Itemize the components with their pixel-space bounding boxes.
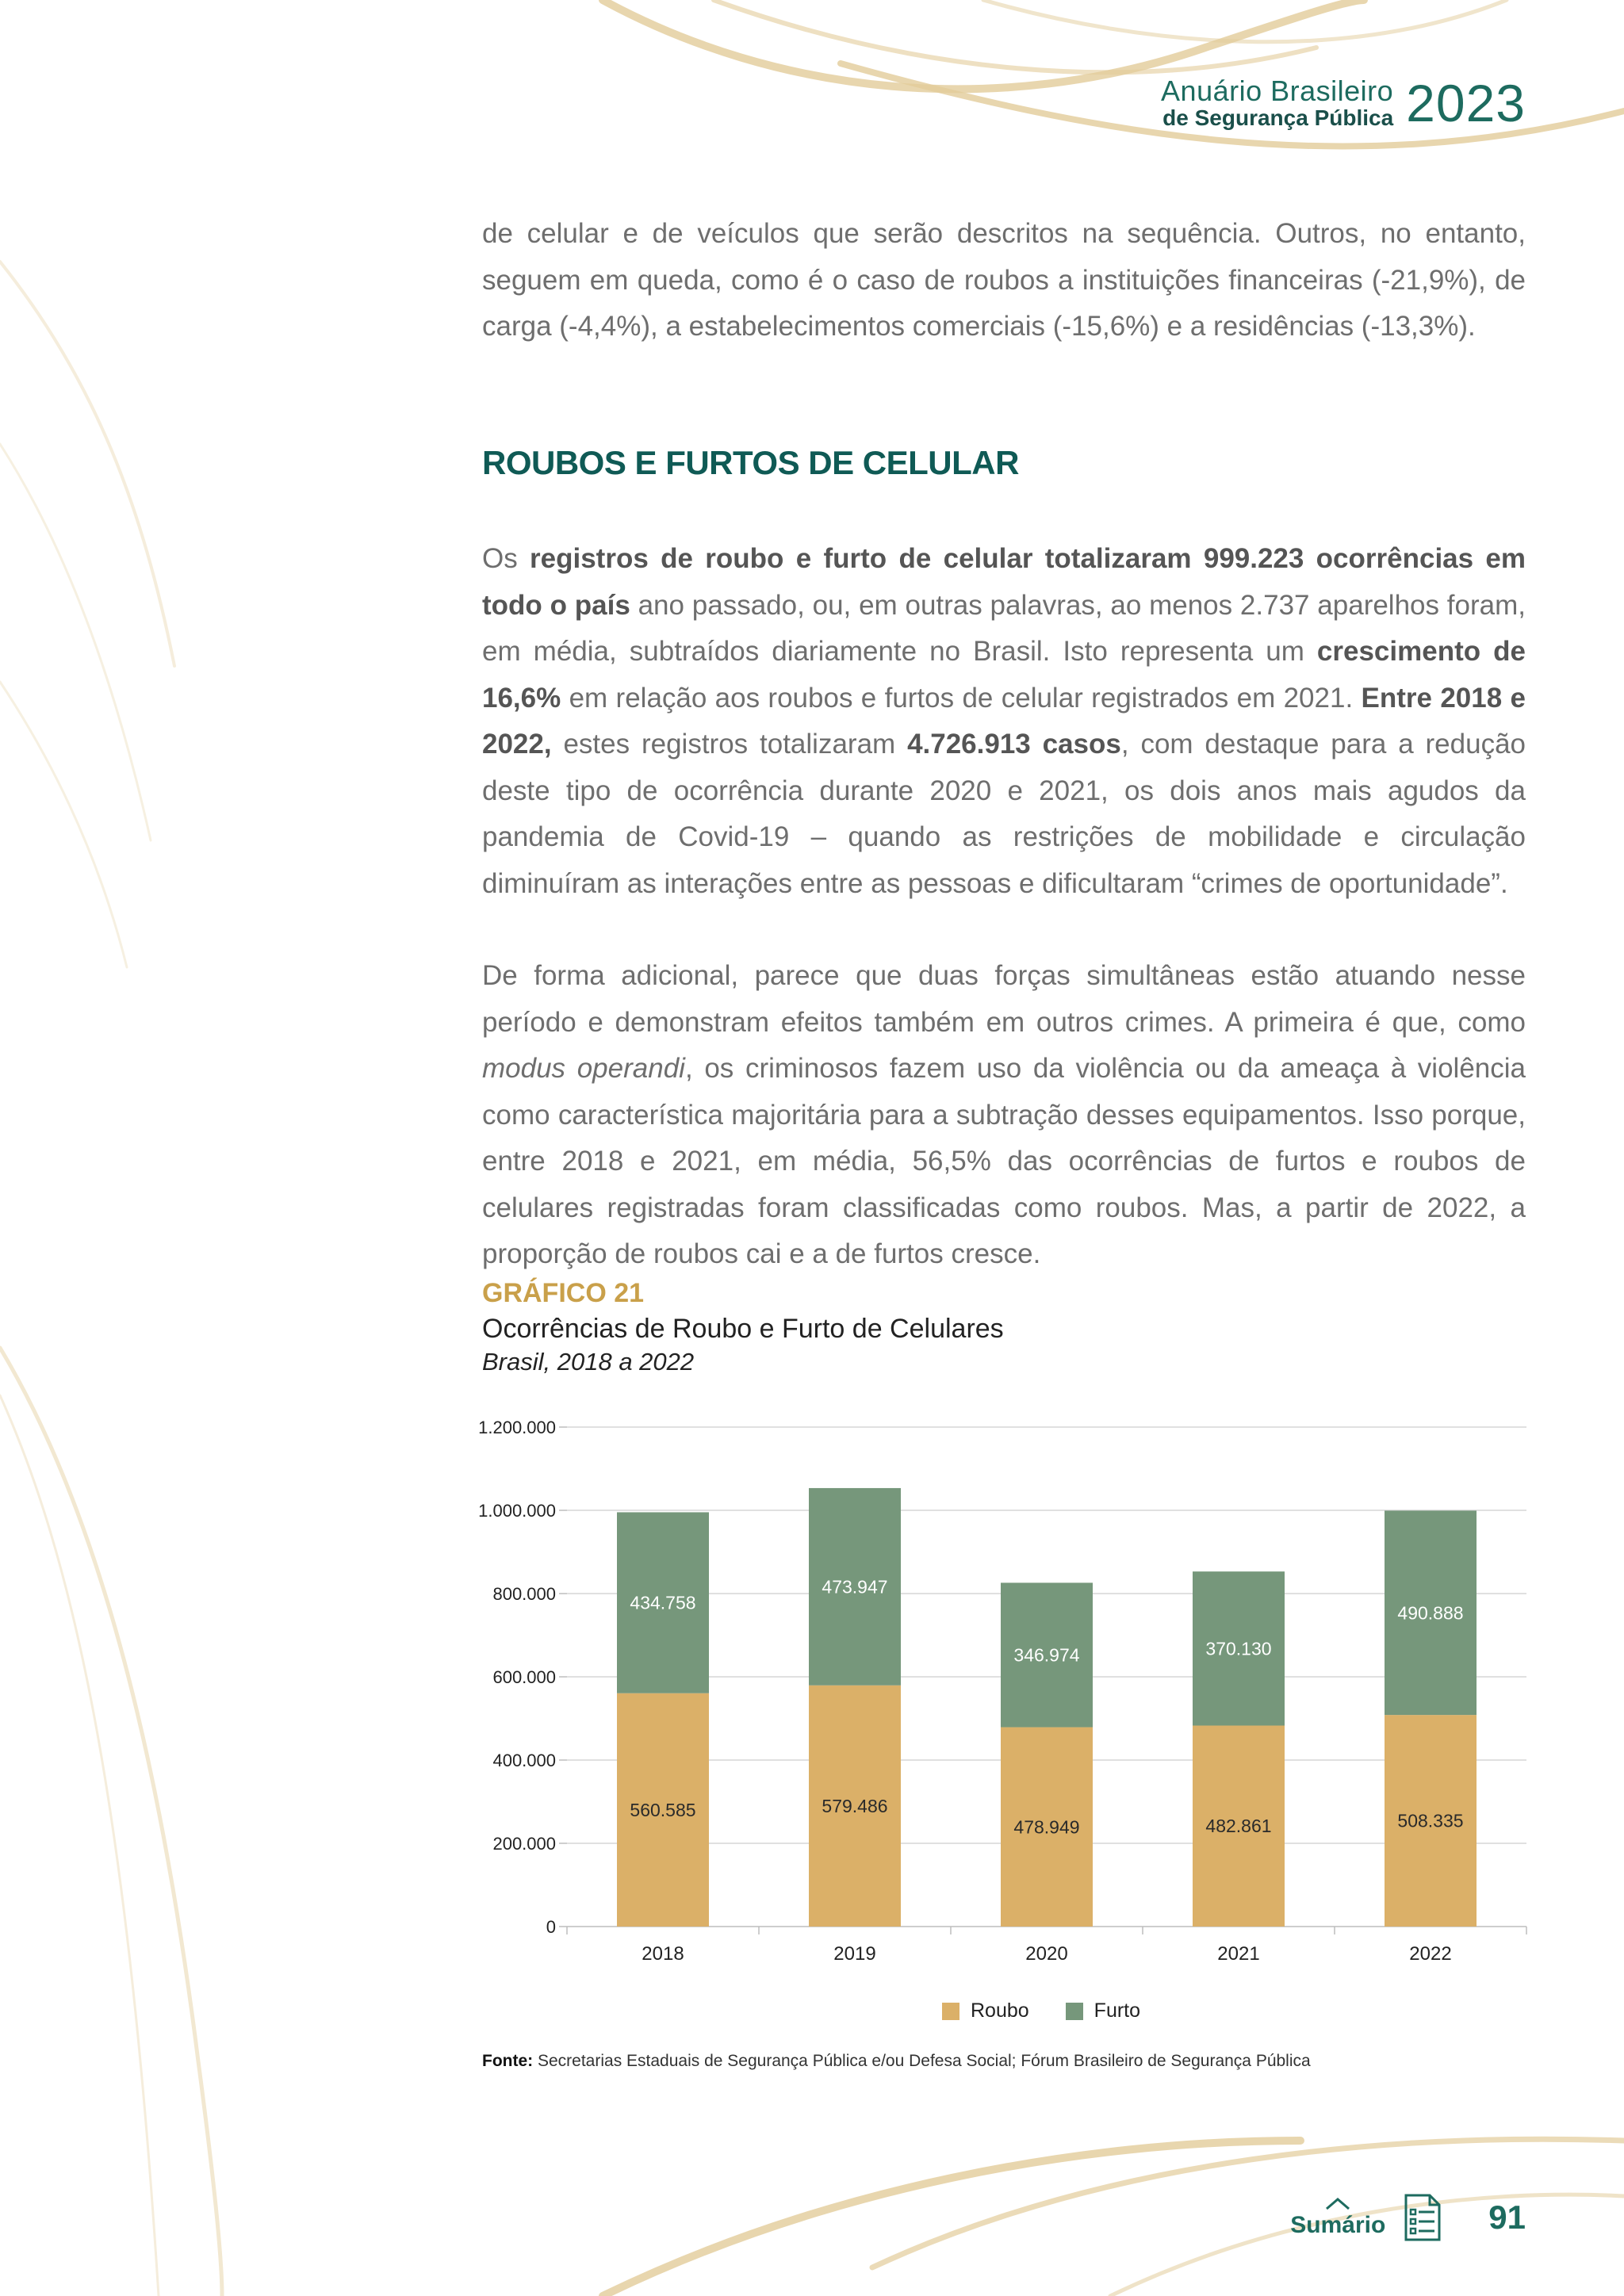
p1-bold-3: Entre 2018 e 2022, [482,682,1526,760]
legend-label-roubo: Roubo [971,1999,1029,2022]
data-label-furto-2018: 434.758 [630,1592,696,1613]
p1-text-2: ano passado, ou, em outras palavras, ao menos 2.737 aparelhos foram, em média, subtraídos diariamente no Brasil. Isto representa um [482,589,1526,667]
legend-label-furto: Furto [1094,1999,1141,2022]
paragraph-1 [482,536,1526,907]
p2-italic-1: modus operandi [482,1053,685,1084]
footer [1290,2192,1526,2243]
y-tick-label: 800.000 [492,1584,556,1604]
legend-item-roubo [942,1999,1029,2022]
intro-block [482,211,1526,350]
chevron-up-icon [1322,2196,1354,2212]
paragraph-2-block [482,953,1526,1278]
chart-header [482,1278,1526,1376]
x-tick-label: 2022 [1409,1943,1452,1965]
brand-year: 2023 [1406,74,1526,132]
y-tick-label: 0 [546,1917,556,1937]
data-label-furto-2022: 490.888 [1397,1602,1464,1624]
chart-source [482,2052,1311,2071]
data-label-furto-2020: 346.974 [1013,1644,1080,1666]
p2-text-1: De forma adicional, parece que duas forças simultâneas estão atuando nesse período e demonstram efeitos também em outros crimes. A primeira é que, como [482,960,1526,1038]
legend-swatch-furto [1066,2003,1083,2020]
p1-bold-4: 4.726.913 casos [907,729,1121,760]
p2-text-2: , os criminosos fazem uso da violência ou da ameaça à violência como característica majoritária para a subtração desses equipamentos. Isso porque, entre 2018 e 2021, em média, 56,5% das ocorrências de furtos e roubos de celulares registradas foram classificadas como roubos. Mas, a partir de 2022, a proporção de roubos cai e a de furtos cresce. [482,1053,1526,1269]
brand-text [1161,77,1393,129]
legend-swatch-roubo [942,2003,959,2020]
y-tick-label: 200.000 [492,1834,556,1854]
chart-legend [942,1999,1140,2022]
section-title: ROUBOS E FURTOS DE CELULAR [482,444,1019,481]
p1-text-4: estes registros totalizaram [551,729,908,760]
data-label-roubo-2022: 508.335 [1397,1810,1464,1831]
paragraph-2 [482,953,1526,1278]
source-label: Fonte: [482,2052,534,2070]
y-tick-label: 1.200.000 [478,1418,556,1437]
x-tick-label: 2021 [1217,1943,1260,1965]
intro-paragraph: de celular e de veículos que serão descritos na sequência. Outros, no entanto, seguem em queda, como é o caso de roubos a instituições financeiras (-21,9%), de carga (-4,4%), a estabelecimentos comerciais (-15,6%) e a residências (-13,3%). [482,218,1526,342]
y-tick-label: 600.000 [492,1667,556,1687]
chart-label: GRÁFICO 21 [482,1278,645,1308]
p1-text-5: , com destaque para a redução deste tipo de ocorrência durante 2020 e 2021, os dois anos mais agudos da pandemia de Covid-19 – quando as restrições de mobilidade e circulação diminuíram as interações entre as pessoas e dificultaram “crimes de oportunidade”. [482,729,1526,899]
paragraph-1-block [482,536,1526,907]
document-list-icon[interactable] [1403,2192,1442,2243]
page-number: 91 [1488,2198,1526,2236]
x-tick-label: 2018 [642,1943,684,1965]
p1-bold-2: crescimento de 16,6% [482,636,1526,714]
chart-subtitle: Brasil, 2018 a 2022 [482,1348,695,1376]
brand-line1: Anuário Brasileiro [1161,75,1394,107]
chart-title: Ocorrências de Roubo e Furto de Celulares [482,1314,1004,1344]
data-label-furto-2021: 370.130 [1205,1638,1272,1659]
p1-bold-1: registros de roubo e furto de celular totalizaram 999.223 ocorrências em todo o país [482,543,1526,621]
y-tick-label: 400.000 [492,1751,556,1770]
data-label-roubo-2019: 579.486 [822,1795,888,1816]
x-tick-label: 2020 [1025,1943,1068,1965]
legend-item-furto [1066,1999,1140,2022]
source-text: Secretarias Estaduais de Segurança Pública e/ou Defesa Social; Fórum Brasileiro de Segurança Pública [533,2052,1311,2070]
sumario-link[interactable] [1290,2196,1385,2239]
p1-text-3: em relação aos roubos e furtos de celular registrados em 2021. [561,682,1362,714]
x-tick-label: 2019 [833,1943,876,1965]
p1-text-1: Os [482,543,530,574]
data-label-roubo-2018: 560.585 [630,1799,696,1820]
sumario-label: Sumário [1290,2212,1386,2238]
section-title-block [482,444,1526,482]
y-tick-label: 1.000.000 [478,1501,556,1521]
header-brand [1161,73,1526,133]
stacked-bar-chart [476,1403,1538,1974]
data-label-roubo-2021: 482.861 [1205,1816,1272,1837]
brand-line2: de Segurança Pública [1162,105,1394,130]
data-label-furto-2019: 473.947 [822,1576,888,1598]
data-label-roubo-2020: 478.949 [1013,1816,1080,1838]
